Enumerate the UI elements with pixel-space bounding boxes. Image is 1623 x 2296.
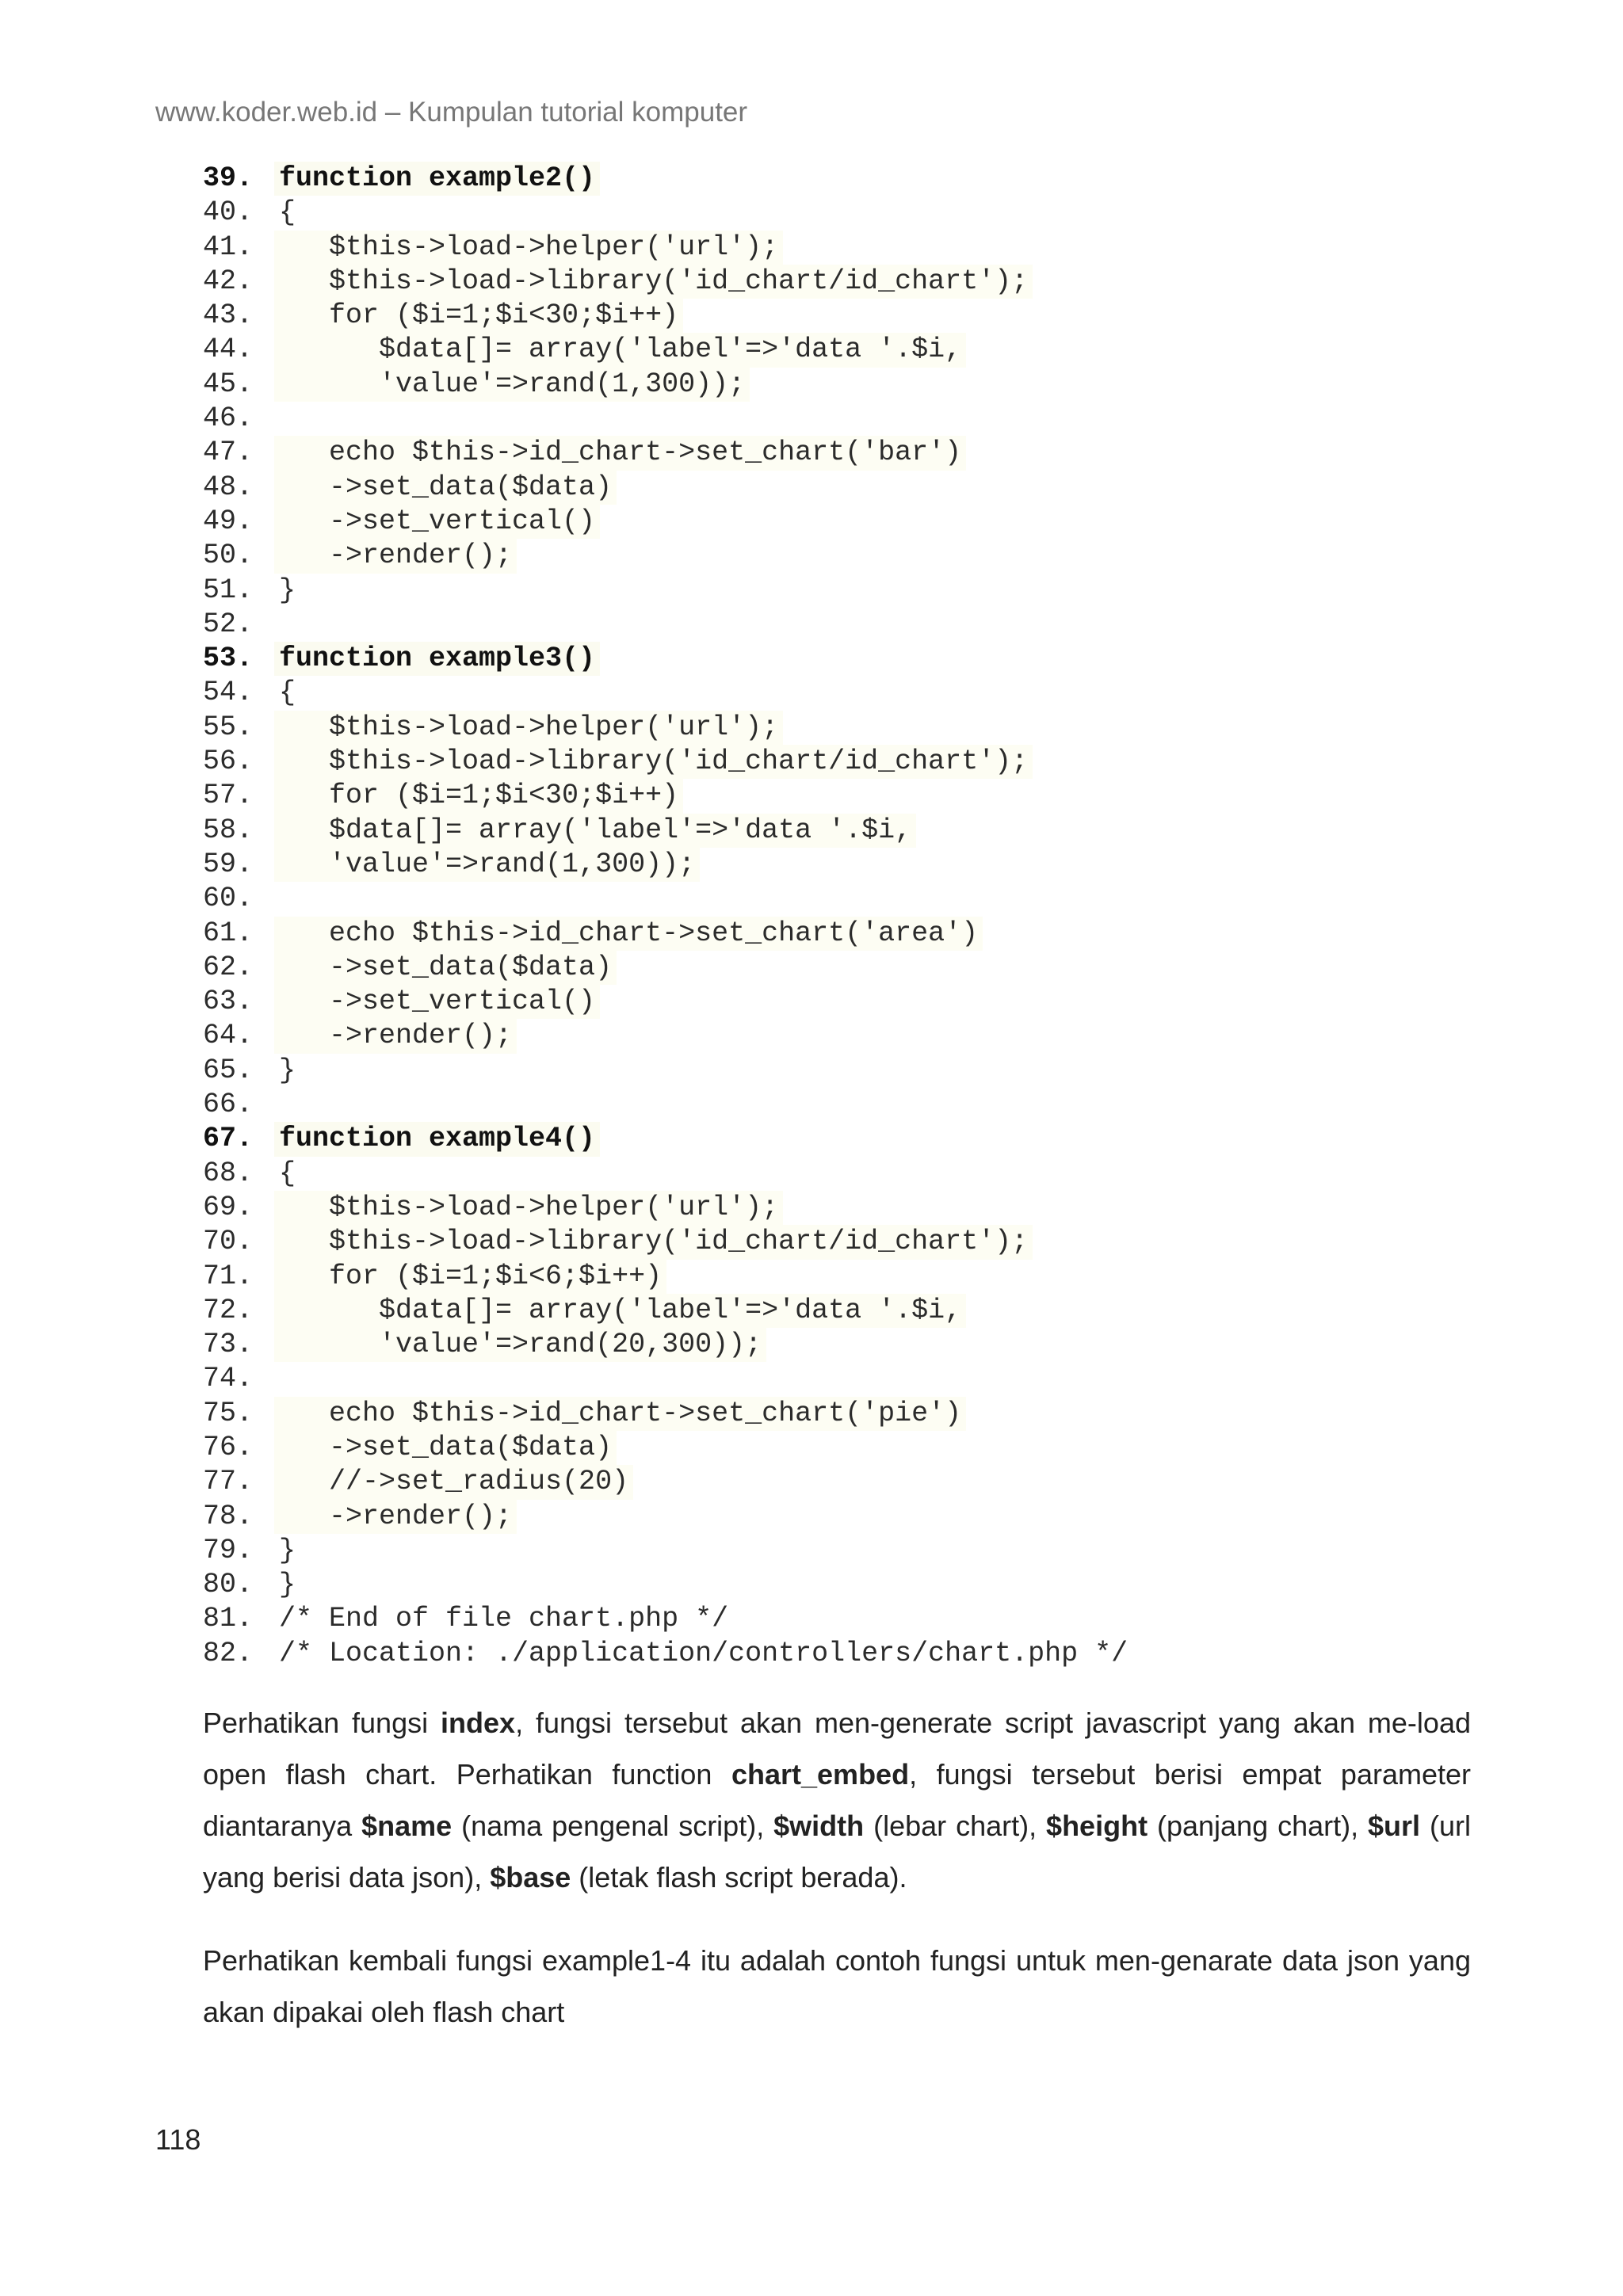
code-line bbox=[203, 1294, 1233, 1328]
code-text: $data[]= array('label'=>'data '.$i, bbox=[274, 814, 916, 848]
code-text: ->set_data($data) bbox=[274, 1431, 617, 1465]
code-line bbox=[203, 574, 1233, 608]
code-text: 'value'=>rand(20,300)); bbox=[274, 1328, 766, 1362]
paragraph-explanation bbox=[203, 1697, 1471, 1903]
code-listing bbox=[203, 162, 1233, 1671]
code-line bbox=[203, 333, 1233, 367]
code-line bbox=[203, 1431, 1233, 1465]
line-number: 59. bbox=[203, 848, 254, 880]
line-number: 67. bbox=[203, 1123, 254, 1155]
line-number: 63. bbox=[203, 986, 254, 1018]
code-text: } bbox=[279, 1054, 296, 1086]
code-line bbox=[203, 368, 1233, 402]
line-number: 41. bbox=[203, 231, 254, 263]
code-text: ->render(); bbox=[274, 1019, 517, 1053]
code-line bbox=[203, 265, 1233, 299]
code-text: /* Location: ./application/controllers/chart.php */ bbox=[279, 1637, 1128, 1669]
code-text: $this->load->library('id_chart/id_chart'); bbox=[274, 1225, 1033, 1259]
code-line bbox=[203, 402, 1233, 436]
line-number: 76. bbox=[203, 1431, 254, 1463]
code-line bbox=[203, 231, 1233, 265]
code-text: for ($i=1;$i<30;$i++) bbox=[274, 299, 683, 333]
line-number: 52. bbox=[203, 608, 254, 640]
bold-term: $url bbox=[1368, 1810, 1421, 1842]
code-text: function example3() bbox=[274, 642, 600, 676]
code-text: } bbox=[279, 1534, 296, 1566]
text-run: (lebar chart), bbox=[864, 1810, 1047, 1842]
line-number: 82. bbox=[203, 1637, 254, 1669]
code-line bbox=[203, 1260, 1233, 1294]
code-line bbox=[203, 814, 1233, 848]
code-line bbox=[203, 882, 1233, 916]
line-number: 79. bbox=[203, 1534, 254, 1566]
code-text: function example4() bbox=[274, 1122, 600, 1156]
line-number: 70. bbox=[203, 1226, 254, 1258]
line-number: 62. bbox=[203, 951, 254, 983]
code-text: } bbox=[279, 574, 296, 606]
code-line bbox=[203, 951, 1233, 985]
code-line bbox=[203, 1534, 1233, 1568]
bold-term: $name bbox=[361, 1810, 453, 1842]
line-number: 51. bbox=[203, 574, 254, 606]
line-number: 50. bbox=[203, 540, 254, 572]
code-line bbox=[203, 1225, 1233, 1259]
code-text: } bbox=[279, 1569, 296, 1601]
code-line bbox=[203, 1397, 1233, 1431]
code-line bbox=[203, 1088, 1233, 1122]
code-line bbox=[203, 1328, 1233, 1362]
line-number: 71. bbox=[203, 1260, 254, 1292]
page-number: 118 bbox=[155, 2123, 201, 2156]
code-line bbox=[203, 539, 1233, 573]
code-text: { bbox=[279, 196, 296, 229]
bold-term: chart_embed bbox=[731, 1758, 910, 1791]
code-text: /* End of file chart.php */ bbox=[279, 1603, 729, 1635]
line-number: 61. bbox=[203, 917, 254, 949]
code-text: for ($i=1;$i<30;$i++) bbox=[274, 779, 683, 813]
line-number: 44. bbox=[203, 334, 254, 366]
code-text: for ($i=1;$i<6;$i++) bbox=[274, 1260, 666, 1294]
code-text: $this->load->library('id_chart/id_chart'); bbox=[274, 265, 1033, 299]
line-number: 40. bbox=[203, 196, 254, 229]
code-line bbox=[203, 917, 1233, 951]
line-number: 55. bbox=[203, 711, 254, 743]
line-number: 74. bbox=[203, 1363, 254, 1395]
code-text: 'value'=>rand(1,300)); bbox=[274, 848, 700, 882]
paragraph-note: Perhatikan kembali fungsi example1-4 itu adalah contoh fungsi untuk men-genarate data json yang akan dipakai oleh flash chart bbox=[203, 1944, 1471, 2028]
code-text: ->set_vertical() bbox=[274, 505, 600, 539]
code-text: ->set_data($data) bbox=[274, 951, 617, 985]
code-line bbox=[203, 608, 1233, 642]
line-number: 56. bbox=[203, 746, 254, 778]
code-line bbox=[203, 1637, 1233, 1671]
text-run: (panjang chart), bbox=[1148, 1810, 1369, 1842]
text-run: (url yang berisi data json), bbox=[203, 1810, 1472, 1894]
code-line bbox=[203, 1191, 1233, 1225]
code-text: $this->load->helper('url'); bbox=[274, 1191, 783, 1225]
bold-term: $height bbox=[1046, 1810, 1148, 1842]
text-run: (nama pengenal script), bbox=[452, 1810, 774, 1842]
line-number: 73. bbox=[203, 1329, 254, 1361]
code-line bbox=[203, 196, 1233, 230]
line-number: 57. bbox=[203, 780, 254, 812]
code-line bbox=[203, 1568, 1233, 1602]
code-line bbox=[203, 848, 1233, 882]
code-line bbox=[203, 1500, 1233, 1534]
line-number: 42. bbox=[203, 265, 254, 297]
line-number: 78. bbox=[203, 1500, 254, 1532]
code-text: $this->load->helper('url'); bbox=[274, 711, 783, 745]
text-run: , fungsi tersebut berisi empat parameter diantaranya bbox=[203, 1758, 1471, 1842]
code-line bbox=[203, 745, 1233, 779]
line-number: 75. bbox=[203, 1397, 254, 1429]
code-text: $data[]= array('label'=>'data '.$i, bbox=[274, 1294, 966, 1328]
line-number: 47. bbox=[203, 437, 254, 469]
line-number: 66. bbox=[203, 1089, 254, 1121]
text-run: , fungsi tersebut akan men-generate script javascript yang akan me-load open flash chart. Perhatikan function bbox=[203, 1707, 1471, 1791]
line-number: 72. bbox=[203, 1294, 254, 1326]
code-line bbox=[203, 1157, 1233, 1191]
code-line bbox=[203, 436, 1233, 470]
code-text: ->set_data($data) bbox=[274, 471, 617, 505]
line-number: 46. bbox=[203, 402, 254, 435]
bold-term: index bbox=[441, 1707, 516, 1739]
line-number: 39. bbox=[203, 162, 254, 194]
code-text: $this->load->helper('url'); bbox=[274, 231, 783, 265]
code-text: $this->load->library('id_chart/id_chart'); bbox=[274, 745, 1033, 779]
code-line bbox=[203, 505, 1233, 539]
code-line bbox=[203, 676, 1233, 710]
code-line bbox=[203, 711, 1233, 745]
page-header: www.koder.web.id – Kumpulan tutorial komputer bbox=[155, 97, 748, 128]
line-number: 81. bbox=[203, 1603, 254, 1635]
code-text: function example2() bbox=[274, 162, 600, 196]
line-number: 53. bbox=[203, 643, 254, 675]
code-text: //->set_radius(20) bbox=[274, 1465, 633, 1499]
code-text: 'value'=>rand(1,300)); bbox=[274, 368, 750, 402]
code-line bbox=[203, 1019, 1233, 1053]
line-number: 45. bbox=[203, 368, 254, 400]
line-number: 64. bbox=[203, 1020, 254, 1052]
code-line bbox=[203, 1465, 1233, 1499]
code-line bbox=[203, 985, 1233, 1019]
line-number: 80. bbox=[203, 1569, 254, 1601]
code-line bbox=[203, 779, 1233, 813]
code-text: echo $this->id_chart->set_chart('bar') bbox=[274, 436, 966, 470]
text-run: (letak flash script berada). bbox=[571, 1861, 907, 1894]
code-line bbox=[203, 1122, 1233, 1156]
code-text: echo $this->id_chart->set_chart('pie') bbox=[274, 1397, 966, 1431]
line-number: 69. bbox=[203, 1191, 254, 1223]
bold-term: $width bbox=[773, 1810, 865, 1842]
line-number: 65. bbox=[203, 1054, 254, 1086]
line-number: 48. bbox=[203, 471, 254, 503]
code-text: echo $this->id_chart->set_chart('area') bbox=[274, 917, 983, 951]
line-number: 49. bbox=[203, 505, 254, 537]
code-text: ->render(); bbox=[274, 539, 517, 573]
code-text: $data[]= array('label'=>'data '.$i, bbox=[274, 333, 966, 367]
line-number: 68. bbox=[203, 1157, 254, 1189]
code-line bbox=[203, 1602, 1233, 1636]
code-line bbox=[203, 299, 1233, 333]
line-number: 60. bbox=[203, 883, 254, 915]
line-number: 77. bbox=[203, 1466, 254, 1498]
code-text: ->render(); bbox=[274, 1500, 517, 1534]
code-line bbox=[203, 162, 1233, 196]
bold-term: $base bbox=[490, 1861, 571, 1894]
code-line bbox=[203, 471, 1233, 505]
text-run: Perhatikan fungsi bbox=[203, 1707, 441, 1739]
code-line bbox=[203, 1054, 1233, 1088]
line-number: 54. bbox=[203, 677, 254, 709]
code-text: { bbox=[279, 1157, 296, 1189]
code-text: { bbox=[279, 677, 296, 709]
line-number: 58. bbox=[203, 814, 254, 846]
line-number: 43. bbox=[203, 299, 254, 332]
code-line bbox=[203, 1362, 1233, 1396]
code-line bbox=[203, 642, 1233, 676]
code-text: ->set_vertical() bbox=[274, 985, 600, 1019]
